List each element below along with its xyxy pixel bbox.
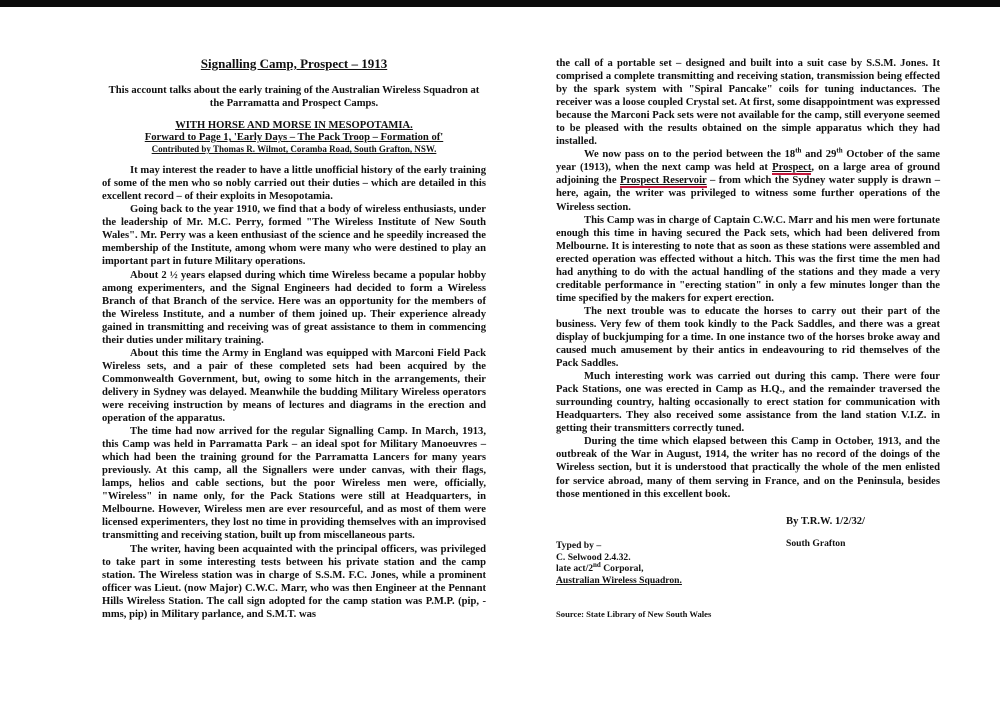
superscript: th: [836, 146, 843, 155]
right-paragraph: During the time which elapsed between this Camp in October, 1913, and the outbreak of the War in August, 1914, the writer has no record of the doings of the Wireless section, but it is understood that practically the whole of the men enlisted for service abroad, many of them serving in France, and on the Peninsula, besides those mentioned in this excellent book.: [556, 436, 940, 500]
text-run: late act/2: [556, 563, 594, 575]
right-paragraph: Much interesting work was carried out during this camp. There were four Pack Stations, one was erected in Camp as H.Q., and the remainder traversed the surrounding country, halting occasionally to erect station for communication with Headquarters. They also received some assistance from the land station V.I.Z. in getting their transmitters correctly tuned.: [556, 371, 940, 435]
right-paragraph: This Camp was in charge of Captain C.W.C. Marr and his men were fortunate enough this time in having secured the Pack sets, which had been delivered from Melbourne. It is interesting to note that as soon as these stations were assembled and erected operation was effected without a hitch. This was the first time the men had had anything to do with the actual handling of the stations and they made a very creditable performance in "erecting station" in only a few minutes longer than the time specified by the makers for expert erection.: [556, 214, 940, 304]
signature-place: South Grafton: [786, 538, 846, 549]
highlight-prospect-reservoir: Prospect Reservoir: [619, 175, 707, 187]
text-run: Corporal,: [600, 563, 644, 575]
text-run: and 29: [801, 149, 837, 161]
text-run: October of the same year (1913), when the next camp was held at: [556, 149, 941, 174]
left-paragraph: About 2 ½ years elapsed during which time Wireless became a popular hobby among experimenters, and the Signal Engineers had decided to form a Wireless Branch of that Branch of the service. Here was an opportunity for the members of the Wireless Institute, and a number of them joined up. Their experience already gained in transmitting and receiving was of great assistance to them in commencing their duties under military training.: [102, 269, 486, 346]
typed-by-label: Typed by –: [556, 540, 602, 551]
forward-note: Forward to Page 1, 'Early Days – The Pack Troop – Formation of': [144, 132, 444, 144]
intro-text: This account talks about the early training of the Australian Wireless Squadron at the Parramatta and Prospect Camps.: [108, 85, 480, 110]
typist-unit: Australian Wireless Squadron.: [556, 574, 682, 586]
left-column: [102, 7, 486, 621]
right-paragraph-camp-dates: [556, 148, 940, 213]
text-run: , on a large area of ground adjoining the: [556, 162, 940, 187]
superscript: nd: [593, 561, 601, 569]
typist-rank: [556, 563, 682, 575]
source-note: Source: State Library of New South Wales: [556, 609, 712, 619]
left-paragraph: About this time the Army in England was equipped with Marconi Field Pack Wireless sets, and a pair of these completed sets had been acquired by the Commonwealth Government, but, owing to some hitch in the arrangements, their delivery in Sydney was delayed. Meanwhile the budding Military Wireless operators were receiving instruction by means of lectures and diagrams in the erection and operation of the apparatus.: [102, 347, 486, 425]
right-continuation: the call of a portable set – designed and built into a suit case by S.S.M. Jones. It comprised a complete transmitting and receiving station, transmission being effected by the spark system with "Spiral Pancake" coils for tuning inductances. The receiver was a loose coupled Crystal set. At first, some disappointment was expressed because the Marconi Pack sets were not available for the camp, still everyone seemed to be pleased with the results obtained on the simple apparatus which they had installed.: [556, 58, 940, 148]
signature-line: By T.R.W. 1/2/32/: [786, 516, 865, 527]
scan-top-border: [0, 0, 1000, 7]
text-run: – from which the Sydney water supply is drawn – here, again, the writer was privileged to witness some further operations of the Wireless section.: [556, 175, 940, 213]
right-column: [556, 57, 940, 501]
left-paragraph: The writer, having been acquainted with the principal officers, was privileged to take part in some interesting tests between his private station and the camp station. The Wireless station was in charge of S.S.M. F.C. Jones, while a prominent officer was Lieut. (now Major) C.W.C. Marr, who was then Engineer at the Pennant Hills Wireless Station. The call sign adopted for the camp station was P.M.P. (pip, -mms, pip) in Military parlance, and S.M.T. was: [102, 543, 486, 620]
superscript: th: [795, 146, 802, 155]
document-title: Signalling Camp, Prospect – 1913: [200, 56, 388, 71]
contributor-line: Contributed by Thomas R. Wilmot, Coramba Road, South Grafton, NSW.: [151, 144, 437, 155]
left-paragraph: The time had now arrived for the regular Signalling Camp. In March, 1913, this Camp was held in Parramatta Park – an ideal spot for Military Manoeuvres – which had been the training ground for the Parramatta Lancers for many years previously. At this camp, all the Signallers were under canvas, with their flags, lamps, helios and cable sections, but the poor Wireless men were, officially, "Wireless" in name only, for the Pack Stations were still at Headquarters, in Melbourne. However, Wireless men are ever resourceful, and as most of them were licensed experimenters, they lost no time in providing themselves with an improvised transmitting and receiving station, built up from miscellaneous parts.: [102, 426, 486, 542]
article-headline: WITH HORSE AND MORSE IN MESOPOTAMIA.: [175, 120, 413, 132]
document-page: [0, 7, 1000, 710]
typed-by-block: [556, 540, 682, 586]
text-run: We now pass on to the period between the 18: [584, 149, 796, 161]
left-paragraph: It may interest the reader to have a little unofficial history of the early training of some of the men who so nobly carried out their duties – which are detailed in this excellent record – of their exploits in Mesopotamia.: [102, 165, 486, 203]
left-paragraph: Going back to the year 1910, we find that a body of wireless enthusiasts, under the leadership of Mr. M.C. Perry, formed "The Wireless Institute of New South Wales". Mr. Perry was a keen enthusiast of the science and he speedily increased the membership of the Institute, among whom were many who were destined to play an important part in future Military operations.: [102, 204, 486, 268]
right-paragraph: The next trouble was to educate the horses to carry out their part of the business. Very few of them took kindly to the Pack Saddles, and there was a great display of buckjumping for a time. In one instance two of the horses broke away and caused much amusement by their antics in endeavouring to rid themselves of the Pack Saddles.: [556, 305, 940, 370]
typist-name: C. Selwood 2.4.32.: [556, 551, 631, 563]
highlight-prospect: Prospect: [772, 162, 812, 174]
